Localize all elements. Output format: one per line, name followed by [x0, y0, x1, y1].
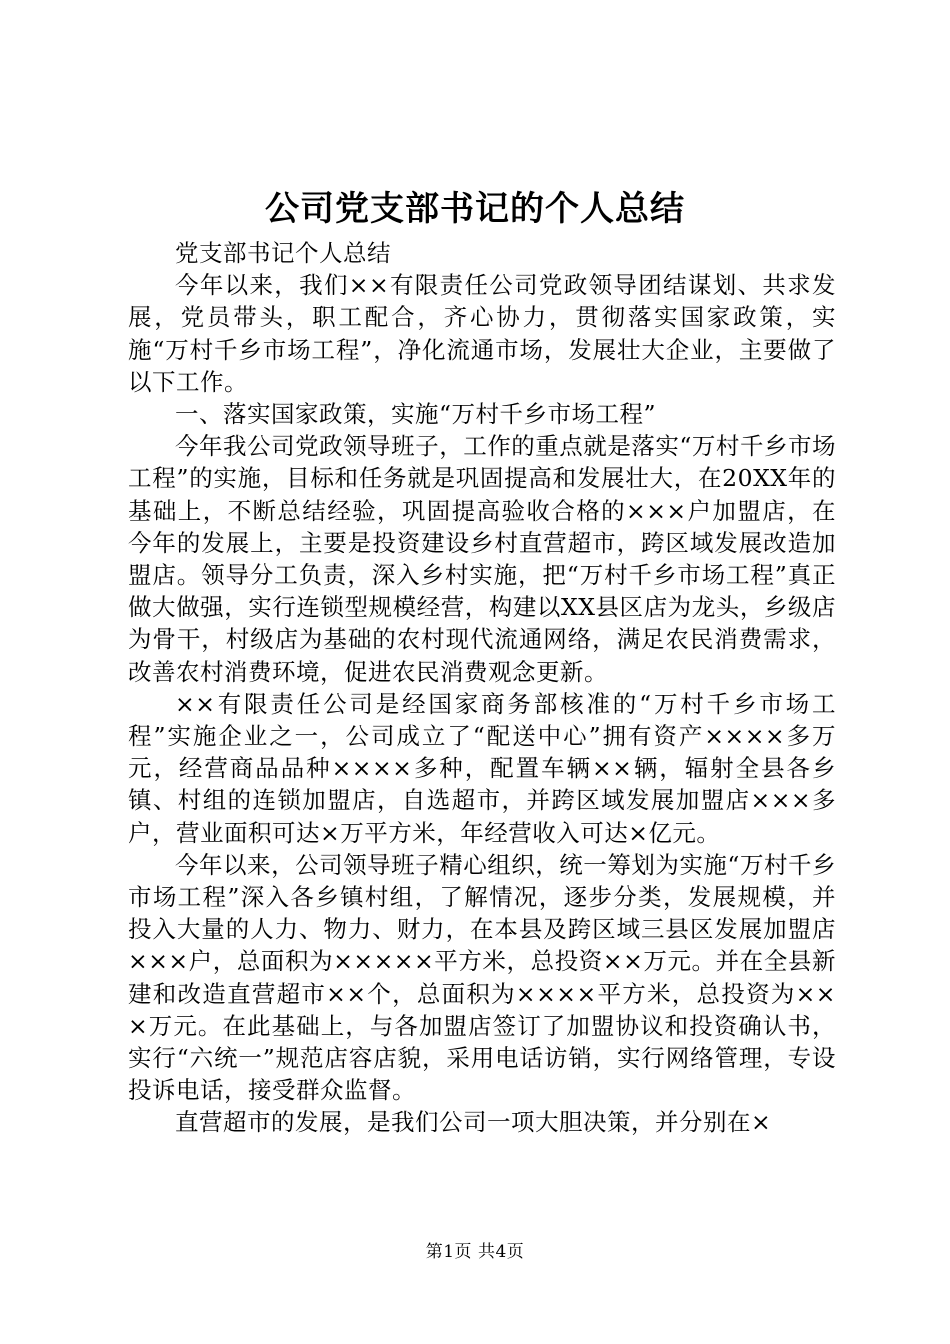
paragraph-work-focus: 今年我公司党政领导班子，工作的重点就是落实“万村千乡市场工程”的实施，目标和任务就是巩固提高和发展壮大，在20XX年的基础上，不断总结经验，巩固提高验收合格的×××户加盟店，在今年的发展上，主要是投资建设乡村直营超市，跨区域发展改造加盟店。领导分工负责，深入乡村实施，把“万村千乡市场工程”真正做大做强，实行连锁型规模经营，构建以XX县区店为龙头，乡级店为骨干，村级店为基础的农村现代流通网络，满足农民消费需求，改善农村消费环境，促进农民消费观念更新。	[128, 432, 836, 686]
document-body	[128, 237, 836, 1139]
page-footer: 第1页 共4页	[425, 1242, 525, 1262]
paragraph-intro: 今年以来，我们××有限责任公司党政领导团结谋划、共求发展，党员带头，职工配合，齐心协力，贯彻落实国家政策，实施“万村千乡市场工程”，净化流通市场，发展壮大企业，主要做了以下工作。	[128, 271, 836, 396]
paragraph-subtitle: 党支部书记个人总结	[175, 239, 391, 267]
paragraph-direct-stores: 直营超市的发展，是我们公司一项大胆决策，并分别在×	[175, 1108, 772, 1137]
paragraph-leadership-work: 今年以来，公司领导班子精心组织，统一筹划为实施“万村千乡市场工程”深入各乡镇村组，了解情况，逐步分类，发展规模，并投入大量的人力、物力、财力，在本县及跨区域三县区发展加盟店×××户，总面积为×××××平方米，总投资××万元。并在全县新建和改造直营超市××个，总面积为××××平方米，总投资为×××万元。在此基础上，与各加盟店签订了加盟协议和投资确认书，实行“六统一”规范店容店貌，采用电话访销，实行网络管理，专设投诉电话，接受群众监督。	[128, 850, 836, 1105]
paragraph-company-profile: ××有限责任公司是经国家商务部核准的“万村千乡市场工程”实施企业之一，公司成立了“配送中心”拥有资产××××多万元，经营商品品种××××多种，配置车辆××辆，辐射全县各乡镇、村组的连锁加盟店，自选超市，并跨区域发展加盟店×××多户，营业面积可达×万平方米，年经营收入可达×亿元。	[128, 689, 836, 847]
section-heading-1: 一、落实国家政策，实施“万村千乡市场工程”	[175, 400, 657, 429]
document-title: 公司党支部书记的个人总结	[265, 189, 685, 229]
